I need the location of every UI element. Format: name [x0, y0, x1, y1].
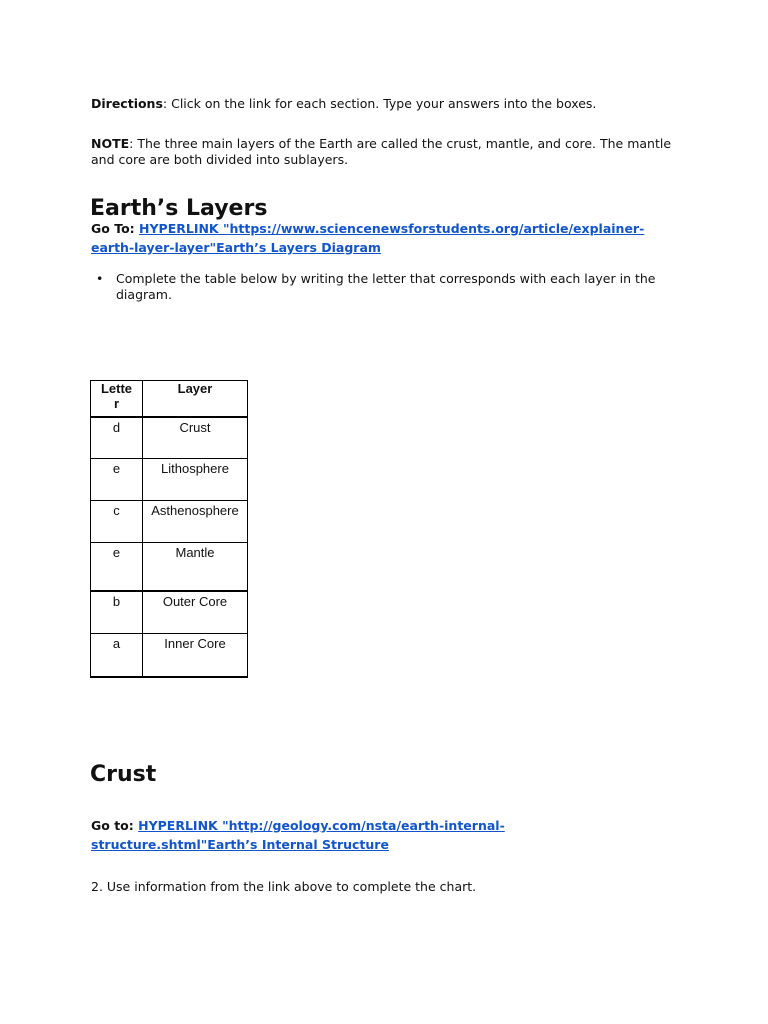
earths-layers-heading: Earth’s Layers	[90, 196, 268, 221]
goto-label: Go to:	[91, 818, 139, 833]
table-row	[91, 459, 248, 501]
layer-cell: Outer Core	[143, 591, 248, 634]
earth-internal-structure-link[interactable]: HYPERLINK "http://geology.com/nsta/earth-internal-	[138, 818, 505, 833]
note-text-line2: and core are both divided into sublayers.	[91, 152, 349, 167]
note-text-line1: : The three main layers of the Earth are called the crust, mantle, and core. The mantle	[129, 136, 672, 151]
letter-cell[interactable]: b	[91, 591, 143, 634]
instruction-line1: Complete the table below by writing the letter that corresponds with each layer in the	[116, 271, 656, 286]
letter-cell[interactable]: a	[91, 634, 143, 677]
header-layer: Layer	[143, 381, 248, 417]
crust-goto	[91, 818, 691, 853]
earths-layers-diagram-link[interactable]: HYPERLINK "https://www.sciencenewsforstudents.org/article/explainer-	[139, 221, 645, 236]
crust-heading: Crust	[90, 762, 157, 787]
note-paragraph	[91, 136, 691, 168]
earths-layers-goto	[91, 221, 691, 256]
table-row	[91, 634, 248, 677]
layer-cell: Lithosphere	[143, 459, 248, 501]
instruction-line2: diagram.	[116, 287, 172, 302]
letter-cell[interactable]: e	[91, 459, 143, 501]
table-row	[91, 501, 248, 543]
goto-label: Go To:	[91, 221, 140, 236]
letter-cell[interactable]: c	[91, 501, 143, 543]
table-row	[91, 417, 248, 459]
chart-instruction: 2. Use information from the link above to complete the chart.	[91, 879, 477, 894]
header-letter: Lette r	[91, 381, 143, 417]
table-row	[91, 543, 248, 591]
letter-cell[interactable]: e	[91, 543, 143, 591]
letter-cell[interactable]: d	[91, 417, 143, 459]
directions-paragraph	[91, 96, 596, 112]
earth-internal-structure-link-cont[interactable]: structure.shtml"Earth’s Internal Structure	[91, 837, 389, 852]
directions-label: Directions	[91, 96, 163, 111]
earths-layers-diagram-link-cont[interactable]: earth-layer-layer"Earth’s Layers Diagram	[91, 240, 381, 255]
layer-cell: Mantle	[143, 543, 248, 591]
bullet-icon: •	[96, 271, 104, 286]
note-label: NOTE	[91, 136, 130, 151]
layer-cell: Inner Core	[143, 634, 248, 677]
table-header-row	[91, 381, 248, 417]
layers-table	[90, 380, 248, 678]
layer-cell: Crust	[143, 417, 248, 459]
directions-text: : Click on the link for each section. Type your answers into the boxes.	[162, 96, 597, 111]
layer-cell: Asthenosphere	[143, 501, 248, 543]
table-row	[91, 591, 248, 634]
table-instruction	[96, 271, 696, 303]
